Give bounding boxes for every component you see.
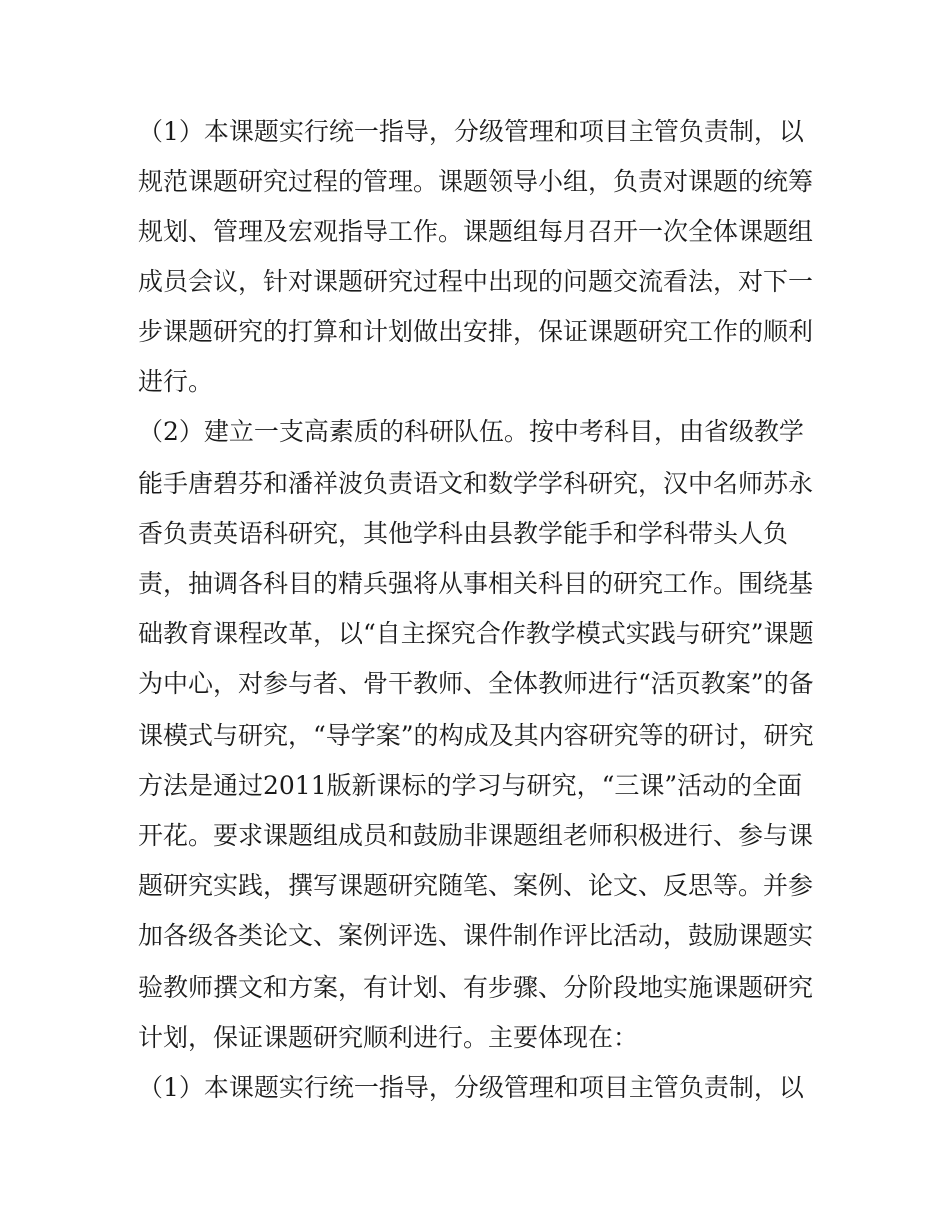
text-line: 课模式与研究，“导学案”的构成及其内容研究等的研讨，研究 xyxy=(138,721,814,750)
text-line: （1）本课题实行统一指导，分级管理和项目主管负责制，以 xyxy=(138,1073,804,1102)
text-line: 香负责英语科研究，其他学科由县教学能手和学科带头人负 xyxy=(138,519,789,548)
text-line: （1）本课题实行统一指导，分级管理和项目主管负责制，以 xyxy=(138,117,804,146)
text-line: 为中心，对参与者、骨干教师、全体教师进行“活页教案”的备 xyxy=(138,669,814,698)
text-line: 验教师撰文和方案，有计划、有步骤、分阶段地实施课题研究 xyxy=(138,973,814,1002)
text-line: 步课题研究的打算和计划做出安排，保证课题研究工作的顺利 xyxy=(138,317,814,346)
text-line: 进行。 xyxy=(138,367,214,396)
text-line: 题研究实践，撰写课题研究随笔、案例、论文、反思等。并参 xyxy=(138,871,814,900)
text-line: 加各级各类论文、案例评选、课件制作评比活动，鼓励课题实 xyxy=(138,921,814,950)
text-line: 开花。要求课题组成员和鼓励非课题组老师积极进行、参与课 xyxy=(138,821,814,850)
text-line: 能手唐碧芬和潘祥波负责语文和数学学科研究，汉中名师苏永 xyxy=(138,469,814,498)
text-line: 规划、管理及宏观指导工作。课题组每月召开一次全体课题组 xyxy=(138,217,814,246)
text-line: 规范课题研究过程的管理。课题领导小组，负责对课题的统筹 xyxy=(138,167,814,196)
text-line: 成员会议，针对课题研究过程中出现的问题交流看法，对下一 xyxy=(138,267,814,296)
text-line: （2）建立一支高素质的科研队伍。按中考科目，由省级教学 xyxy=(138,417,804,446)
text-line: 础教育课程改革，以“自主探究合作教学模式实践与研究”课题 xyxy=(138,619,814,648)
text-line: 方法是通过2011版新课标的学习与研究，“三课”活动的全面 xyxy=(138,771,803,800)
text-line: 责，抽调各科目的精兵强将从事相关科目的研究工作。围绕基 xyxy=(138,569,814,598)
text-line: 计划，保证课题研究顺利进行。主要体现在： xyxy=(138,1023,639,1052)
